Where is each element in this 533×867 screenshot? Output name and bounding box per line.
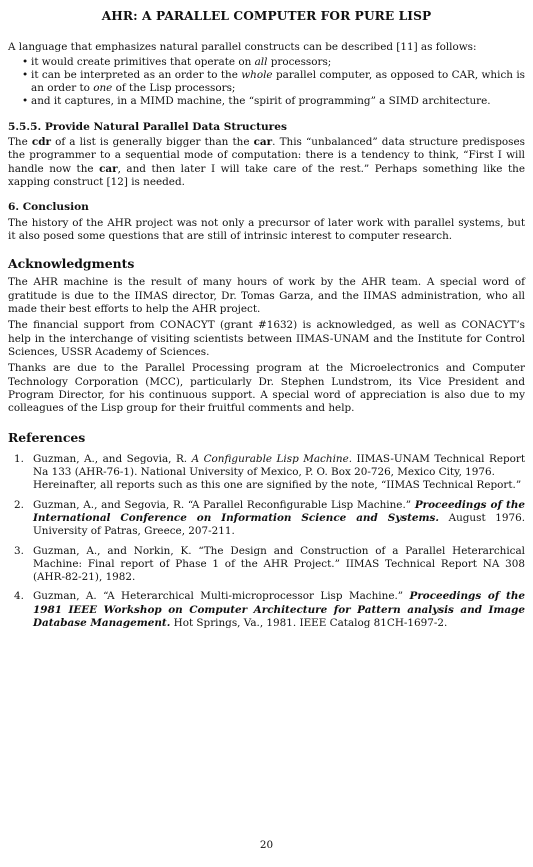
reference-number: 1. (14, 452, 24, 465)
reference-note: Hereinafter, all reports such as this one are signified by the note, “IIMAS Technical Report.” (33, 479, 522, 492)
section-heading-conclusion: 6. Conclusion (8, 201, 89, 214)
bullet-marker: • (22, 95, 29, 108)
paper-running-title: AHR: A PARALLEL COMPUTER FOR PURE LISP (101, 9, 432, 23)
intro-bullet-list (8, 56, 525, 109)
reference-item: 2. Guzman, A., and Segovia, R. “A Parallel Reconfigurable Lisp Machine.” Proceedings of the International Conference on Information Science and Systems. August 1976. University of Patras, Greece, 207-211. (14, 498, 526, 538)
reference-number: 2. (14, 498, 24, 511)
reference-item: 4. Guzman, A. “A Heterarchical Multi-microprocessor Lisp Machine.” Proceedings of the 1981 IEEE Workshop on Computer Architecture for Pattern analysis and Image Database Management. Hot Springs, Va., 1981. IEEE Catalog 81CH-1697-2. (14, 590, 525, 629)
bullet-item: • and it captures, in a MIMD machine, the “spirit of programming” a SIMD architecture. (22, 95, 491, 108)
acknowledgments-paragraph: Thanks are due to the Parallel Processing program at the Microelectronics and Computer Technology Corporation (MCC), particularly Dr. Stephen Lundstrom, its Vice President and Program Director, for his continuous support. A special word of appreciation is also due to my colleagues of the Lisp group for their fruitful comments and help. (8, 362, 525, 415)
section-5-5-5-paragraph: The cdr of a list is generally bigger than the car. This “unbalanced” data structure predisposes the programmer to a sequential mode of computation: there is a tendency to think, “First I will handle now the car, and then later I will take care of the rest.” Perhaps something like the xapping construct [12] is needed. (8, 136, 525, 188)
intro-lead: A language that emphasizes natural parallel constructs can be described [11] as follows: (8, 41, 477, 54)
reference-item: 1. Guzman, A., and Segovia, R. A Configurable Lisp Machine. IIMAS-UNAM Technical Report Na 133 (AHR-76-1). National University of Mexico, P. O. Box 20-726, Mexico City, 1976. Hereinafter, all reports such as this one are signified by the note, “IIMAS Technical Report.” (14, 452, 526, 492)
reference-item: 3. Guzman, A., and Norkin, K. “The Design and Construction of a Parallel Heterarchical Machine: Final report of Phase 1 of the AHR Project.” IIMAS Technical Report NA 308 (AHR-82-21), 1982. (14, 544, 525, 584)
reference-number: 3. (14, 544, 24, 557)
section-heading-5-5-5: 5.5.5. Provide Natural Parallel Data Structures (8, 120, 287, 133)
page-number: 20 (259, 839, 274, 851)
conclusion-paragraph: The history of the AHR project was not only a precursor of later work with parallel systems, but it also posed some questions that are still of intrinsic interest to computer research. (8, 216, 525, 242)
bullet-marker: • (22, 68, 29, 81)
bullet-item: • it would create primitives that operate on all processors; (22, 55, 332, 68)
section-heading-acknowledgments: Acknowledgments (8, 256, 135, 272)
reference-number: 4. (14, 590, 24, 603)
bullet-item: • it can be interpreted as an order to the whole parallel computer, as opposed to CAR, which is an order to one of the Lisp processors; (22, 68, 525, 95)
section-heading-references: References (8, 430, 86, 446)
reference-list (8, 453, 525, 631)
acknowledgments-paragraph: The AHR machine is the result of many hours of work by the AHR team. A special word of gratitude is due to the IIMAS director, Dr. Tomas Garza, and the IIMAS administration, who all made their best efforts to help the AHR project. (8, 276, 525, 316)
bullet-marker: • (22, 55, 29, 68)
acknowledgments-paragraph: The financial support from CONACYT (grant #1632) is acknowledged, as well as CONACYT’s help in the interchange of visiting scientists between IIMAS-UNAM and the Institute for Control Sciences, USSR Academy of Sciences. (8, 319, 525, 358)
